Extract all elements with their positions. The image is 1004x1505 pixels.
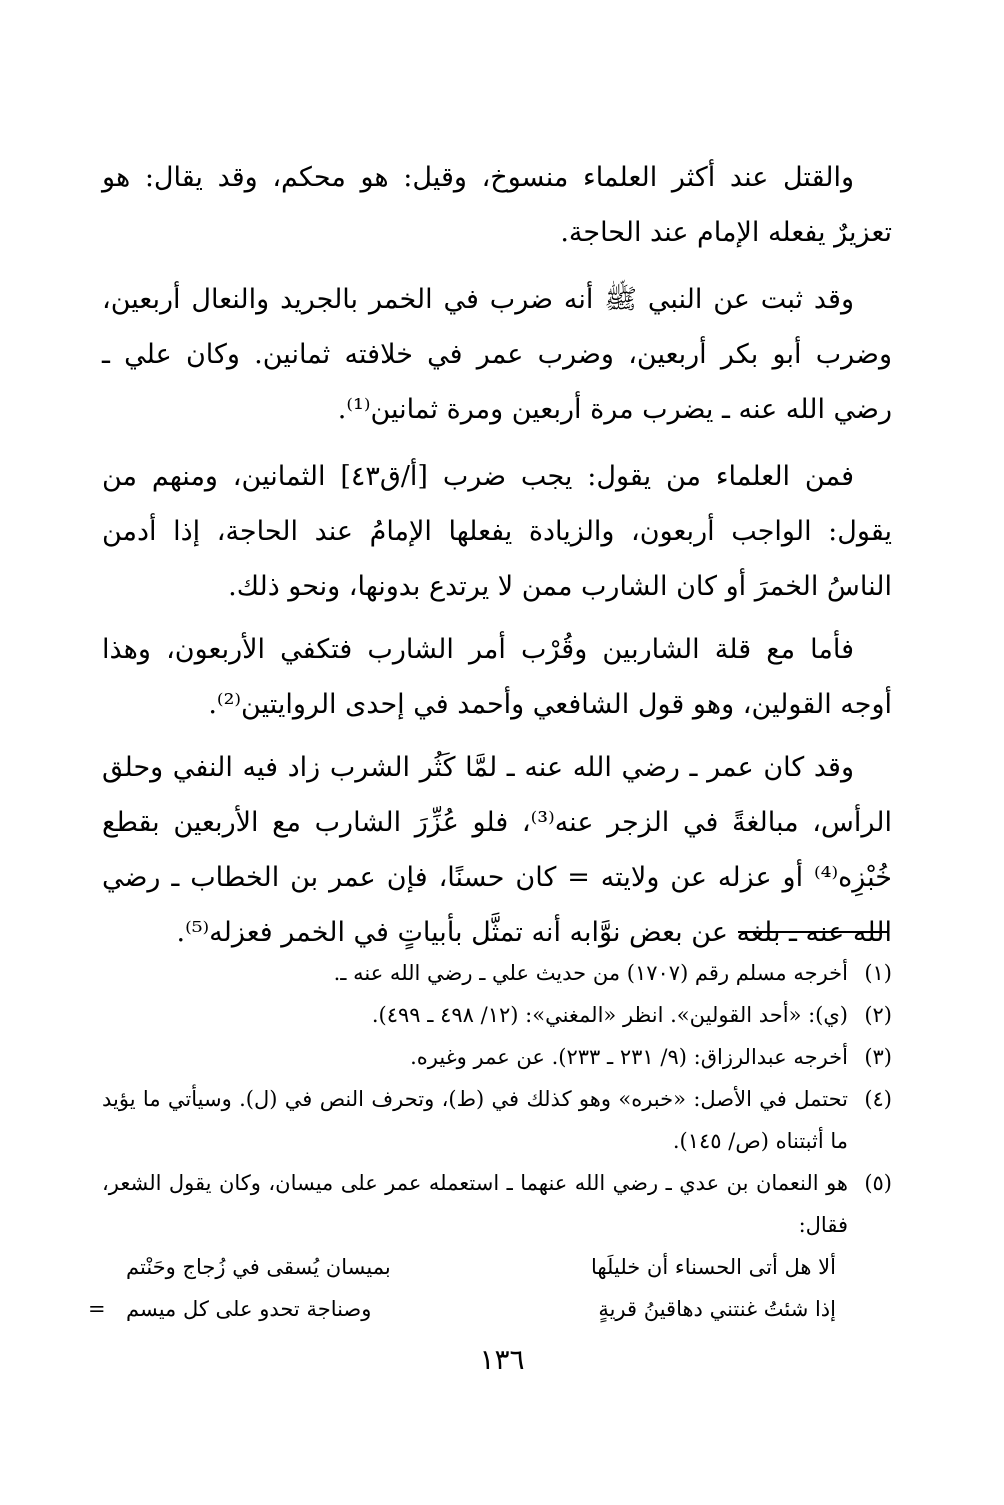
verse-second-hemistich: وصناجة تحدو على كل ميسم <box>126 1297 372 1321</box>
verse-second-hemistich: بميسان يُسقى في زُجاج وحَنْتم <box>126 1255 391 1279</box>
main-text <box>102 150 892 968</box>
footnote-separator <box>738 931 888 933</box>
verse-first-hemistich: إذا شئتُ غنتني دهاقينُ قريةٍ <box>598 1297 836 1321</box>
footnote-text: تحتمل في الأصل: «خبره» وهو كذلك في (ط)، وتحرف النص في (ل). وسيأتي ما يؤيد ما أثبتناه (ص/ ١٤٥). <box>102 1087 848 1153</box>
footnote-number: (٤) <box>864 1087 892 1111</box>
poem-verse <box>88 1288 892 1330</box>
paragraph: وقد ثبت عن النبي ﷺ أنه ضرب في الخمر بالجريد والنعال أربعين، وضرب أبو بكر أربعين، وضرب عمر في خلافته ثمانين. وكان علي ـ رضي الله عنه ـ يضرب مرة أربعين ومرة ثمانين⁽¹⁾. <box>102 284 892 425</box>
page-number: ١٣٦ <box>479 1343 525 1376</box>
paragraph: والقتل عند أكثر العلماء منسوخ، وقيل: هو محكم، وقد يقال: هو تعزيرٌ يفعله الإمام عند الحاجة. <box>102 162 892 248</box>
footnotes <box>88 952 892 1330</box>
footnote <box>102 994 892 1036</box>
footnote-number: (٥) <box>864 1171 892 1195</box>
footnote <box>102 952 892 994</box>
footnote-number: (٣) <box>864 1045 892 1069</box>
footnote-text: أخرجه عبدالرزاق: (٩/ ٢٣١ ـ ٢٣٣). عن عمر وغيره. <box>410 1045 848 1069</box>
paragraph: فمن العلماء من يقول: يجب ضرب [أ/ق٤٣] الثمانين، ومنهم من يقول: الواجب أربعون، والزيادة يفعلها الإمامُ عند الحاجة، إذا أدمن الناسُ الخمرَ أو كان الشارب ممن لا يرتدع بدونها، ونحو ذلك. <box>102 461 892 602</box>
footnote-text: (ي): «أحد القولين». انظر «المغني»: (١٢/ ٤٩٨ ـ ٤٩٩). <box>371 1003 848 1027</box>
poem-verse <box>102 1246 892 1288</box>
paragraph: وقد كان عمر ـ رضي الله عنه ـ لمَّا كَثُر الشرب زاد فيه النفي وحلق الرأس، مبالغةً في الزجر عنه⁽³⁾، فلو عُزِّرَ الشارب مع الأربعين بقطع خُبْزِه⁽⁴⁾ أو عزله عن ولايته = كان حسنًا، فإن عمر بن الخطاب ـ رضي الله عنه ـ بلغه عن بعض نوَّابه أنه تمثَّل بأبياتٍ في الخمر فعزله⁽⁵⁾. <box>102 752 892 948</box>
paragraph: فأما مع قلة الشاربين وقُرْب أمر الشارب فتكفي الأربعون، وهذا أوجه القولين، وهو قول الشافعي وأحمد في إحدى الروايتين⁽²⁾. <box>102 634 892 720</box>
verse-first-hemistich: ألا هل أتى الحسناء أن خليلَها <box>590 1255 836 1279</box>
continuation-mark: = <box>88 1297 106 1321</box>
footnote <box>102 1036 892 1078</box>
footnote-text: هو النعمان بن عدي ـ رضي الله عنهما ـ استعمله عمر على ميسان، وكان يقول الشعر، فقال: <box>102 1171 848 1237</box>
footnote-text: أخرجه مسلم رقم (١٧٠٧) من حديث علي ـ رضي الله عنه ـ. <box>333 961 848 985</box>
footnote <box>102 1078 892 1162</box>
footnote-number: (٢) <box>864 1003 892 1027</box>
footnote <box>102 1162 892 1246</box>
footnote-number: (١) <box>864 961 892 985</box>
